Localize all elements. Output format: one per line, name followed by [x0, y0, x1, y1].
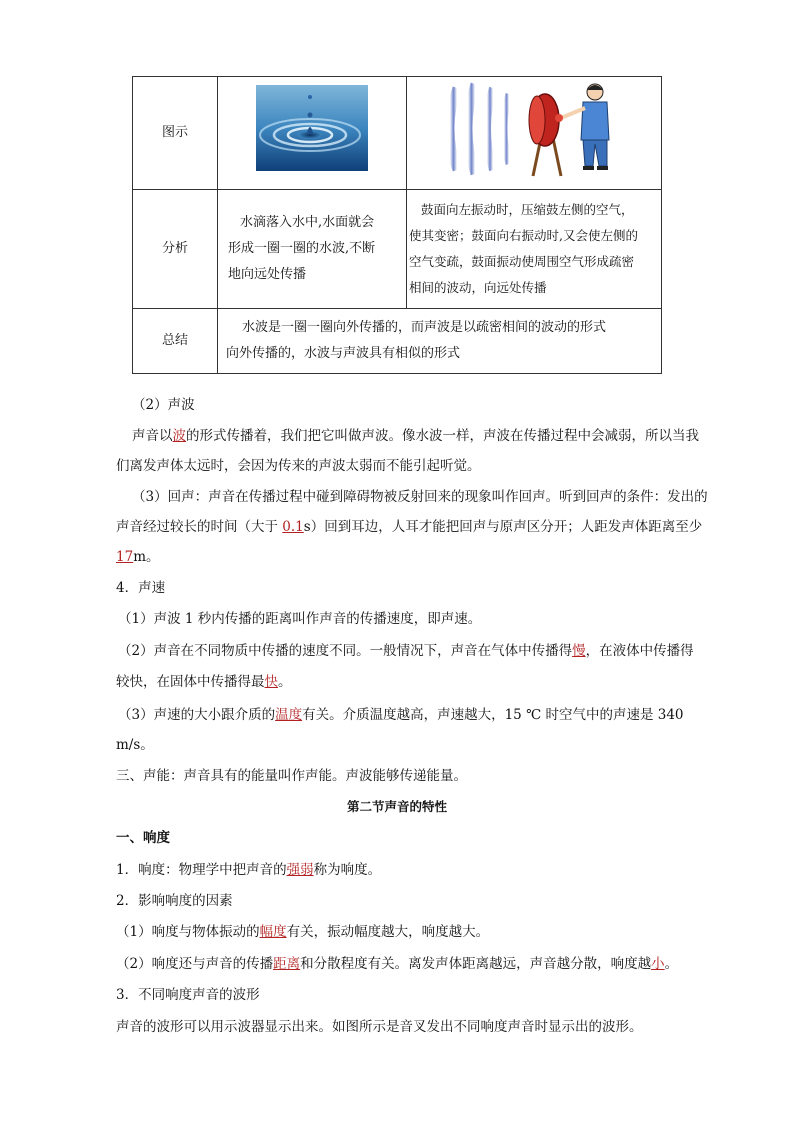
row-label-summary: 总结: [133, 309, 218, 374]
text: 较快，在固体中传播得最: [116, 674, 265, 690]
keyword-amplitude: 幅度: [259, 924, 287, 940]
table-row-analysis: [133, 190, 662, 309]
water-analysis-line: 形成一圈一圈的水波,不断: [228, 241, 376, 256]
heading-sound-speed: 4．声速: [116, 580, 166, 596]
water-analysis-line: 地向远处传播: [228, 267, 307, 282]
paragraph-sound-wave-line2: 们离发声体太远时，会因为传来的声波太弱而不能引起听觉。: [116, 458, 481, 474]
paragraph-speed-temp-line1: [118, 700, 684, 730]
paragraph-sound-energy: 三、声能：声音具有的能量叫作声能。声波能够传递能量。: [116, 768, 467, 784]
keyword-distance: 17: [116, 549, 134, 565]
heading-loudness-factors: 2．影响响度的因素: [116, 893, 233, 909]
paragraph-sound-wave-heading: （2）声波: [132, 397, 195, 413]
paragraph-loudness-amplitude: [116, 917, 676, 947]
paragraph-loudness-distance: [116, 949, 679, 979]
drum-vibration-image: [449, 78, 619, 178]
keyword-strength: 强弱: [286, 862, 314, 878]
text: （2）响度还与声音的传播: [116, 956, 274, 972]
keyword-small: 小: [651, 956, 665, 972]
water-analysis-cell: [218, 190, 407, 309]
paragraph-speed-temp-line2: m/s。: [116, 737, 154, 753]
text: 。: [664, 956, 679, 972]
paragraph-sound-wave-line1: [132, 421, 699, 451]
text: m。: [133, 549, 160, 565]
water-ripple-image-cell: [218, 77, 407, 190]
row-label-illustration: 图示: [133, 77, 218, 190]
heading-waveforms: 3．不同响度声音的波形: [116, 987, 260, 1003]
drum-analysis-line: 使其变密；鼓面向右振动时,又会使左侧的: [409, 228, 638, 243]
drum-analysis-cell: [407, 190, 662, 309]
summary-line: 向外传播的，水波与声波具有相似的形式: [226, 346, 461, 361]
text: （2）声音在不同物质中传播的速度不同。一般情况下，声音在气体中传播得: [118, 643, 573, 659]
summary-line: 水波是一圈一圈向外传播的，而声波是以疏密相间的波动的形式: [242, 320, 607, 335]
drum-image-cell: [407, 77, 662, 190]
text: s）回到耳边，人耳才能把回声与原声区分开；人距发声体距离至少: [303, 519, 703, 535]
text: 声音经过较长的时间（大于: [116, 519, 283, 535]
paragraph-speed-media-line1: [118, 636, 694, 666]
text: 的形式传播着，我们把它叫做声波。像水波一样，声波在传播过程中会减弱，所以当我: [186, 428, 699, 444]
text: 称为响度。: [313, 862, 382, 878]
text: 1．响度：物理学中把声音的: [116, 862, 287, 878]
paragraph-echo-line3: [116, 542, 676, 572]
text: （1）响度与物体振动的: [116, 924, 260, 940]
paragraph-speed-media-line2: [116, 667, 676, 697]
keyword-distance2: 距离: [273, 956, 301, 972]
water-analysis-line: 水滴落入水中,水面就会: [240, 215, 375, 230]
section-title: 第二节声音的特性: [346, 799, 447, 814]
drum-analysis-line: 空气变疏，鼓面振动使周围空气形成疏密: [409, 254, 635, 269]
keyword-time: 0.1: [282, 519, 304, 535]
text: 有关。介质温度越高，声速越大，15 ℃ 时空气中的声速是 340: [302, 707, 684, 723]
text: 和分散程度有关。离发声体距离越远，声音越分散，响度越: [300, 956, 652, 972]
heading-loudness: 一、响度: [116, 830, 170, 846]
drum-analysis-line: 相间的波动，向远处传播: [409, 280, 547, 295]
drum-analysis-line: 鼓面向左振动时，压缩鼓左侧的空气，: [421, 202, 634, 217]
keyword-slow: 慢: [572, 643, 586, 659]
text: 有关，振动幅度越大，响度越大。: [286, 924, 490, 940]
text: （3）声速的大小跟介质的: [118, 707, 276, 723]
paragraph-echo-line2: [116, 512, 703, 542]
paragraph-loudness-def: [116, 855, 676, 885]
summary-cell: [218, 309, 662, 374]
water-ripple-image: [256, 85, 368, 171]
row-label-analysis: 分析: [133, 190, 218, 309]
text: ，在液体中传播得: [585, 643, 694, 659]
paragraph-echo-line1: （3）回声：声音在传播过程中碰到障碍物被反射回来的现象叫作回声。听到回声的条件：发出的: [132, 489, 708, 505]
paragraph-waveforms: 声音的波形可以用示波器显示出来。如图所示是音叉发出不同响度声音时显示出的波形。: [116, 1019, 643, 1035]
table-row-illustration: [133, 77, 662, 190]
paragraph-speed-def: （1）声波 1 秒内传播的距离叫作声音的传播速度，即声速。: [118, 611, 482, 627]
keyword-wave: 波: [172, 428, 186, 444]
keyword-temperature: 温度: [275, 707, 303, 723]
text: 声音以: [132, 428, 173, 444]
text: 。: [278, 674, 292, 690]
comparison-table: [132, 76, 662, 374]
table-row-summary: [133, 309, 662, 374]
keyword-fast: 快: [264, 674, 278, 690]
